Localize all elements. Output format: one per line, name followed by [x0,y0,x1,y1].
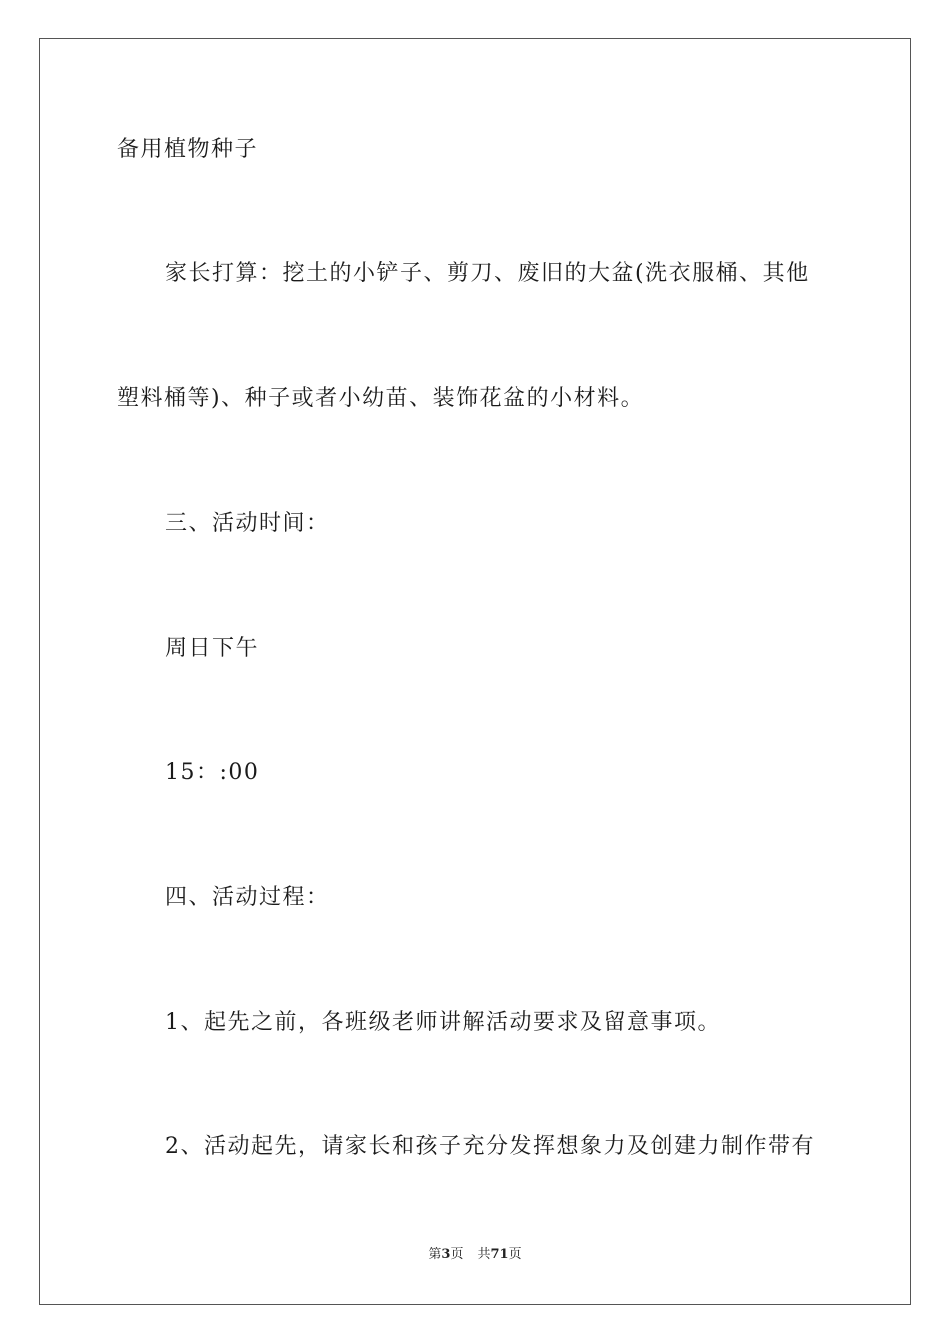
paragraph-step-2: 2、活动起先，请家长和孩子充分发挥想象力及创建力制作带有 [165,1134,815,1159]
paragraph-parent-preparation: 家长打算：挖土的小铲子、剪刀、废旧的大盆(洗衣服桶、其他 [165,261,810,286]
footer-page-prefix: 第 [428,1247,442,1262]
footer-total-pages: 71 [490,1247,509,1262]
paragraph-step-1: 1、起先之前，各班级老师讲解活动要求及留意事项。 [165,1010,721,1035]
page-footer [0,1246,950,1264]
paragraph-time: 15：:00 [165,760,260,785]
heading-activity-process: 四、活动过程： [165,885,330,910]
heading-activity-time: 三、活动时间： [165,511,330,536]
footer-total-prefix: 共 [477,1247,491,1262]
paragraph-seeds: 备用植物种子 [117,137,259,162]
paragraph-parent-preparation-cont: 塑料桶等)、种子或者小幼苗、装饰花盆的小材料。 [117,386,645,411]
footer-page-number: 3 [441,1247,451,1262]
footer-page-suffix: 页 [450,1247,464,1262]
page-frame [39,38,911,1305]
footer-total-suffix: 页 [508,1247,522,1262]
paragraph-sunday-afternoon: 周日下午 [165,636,260,661]
